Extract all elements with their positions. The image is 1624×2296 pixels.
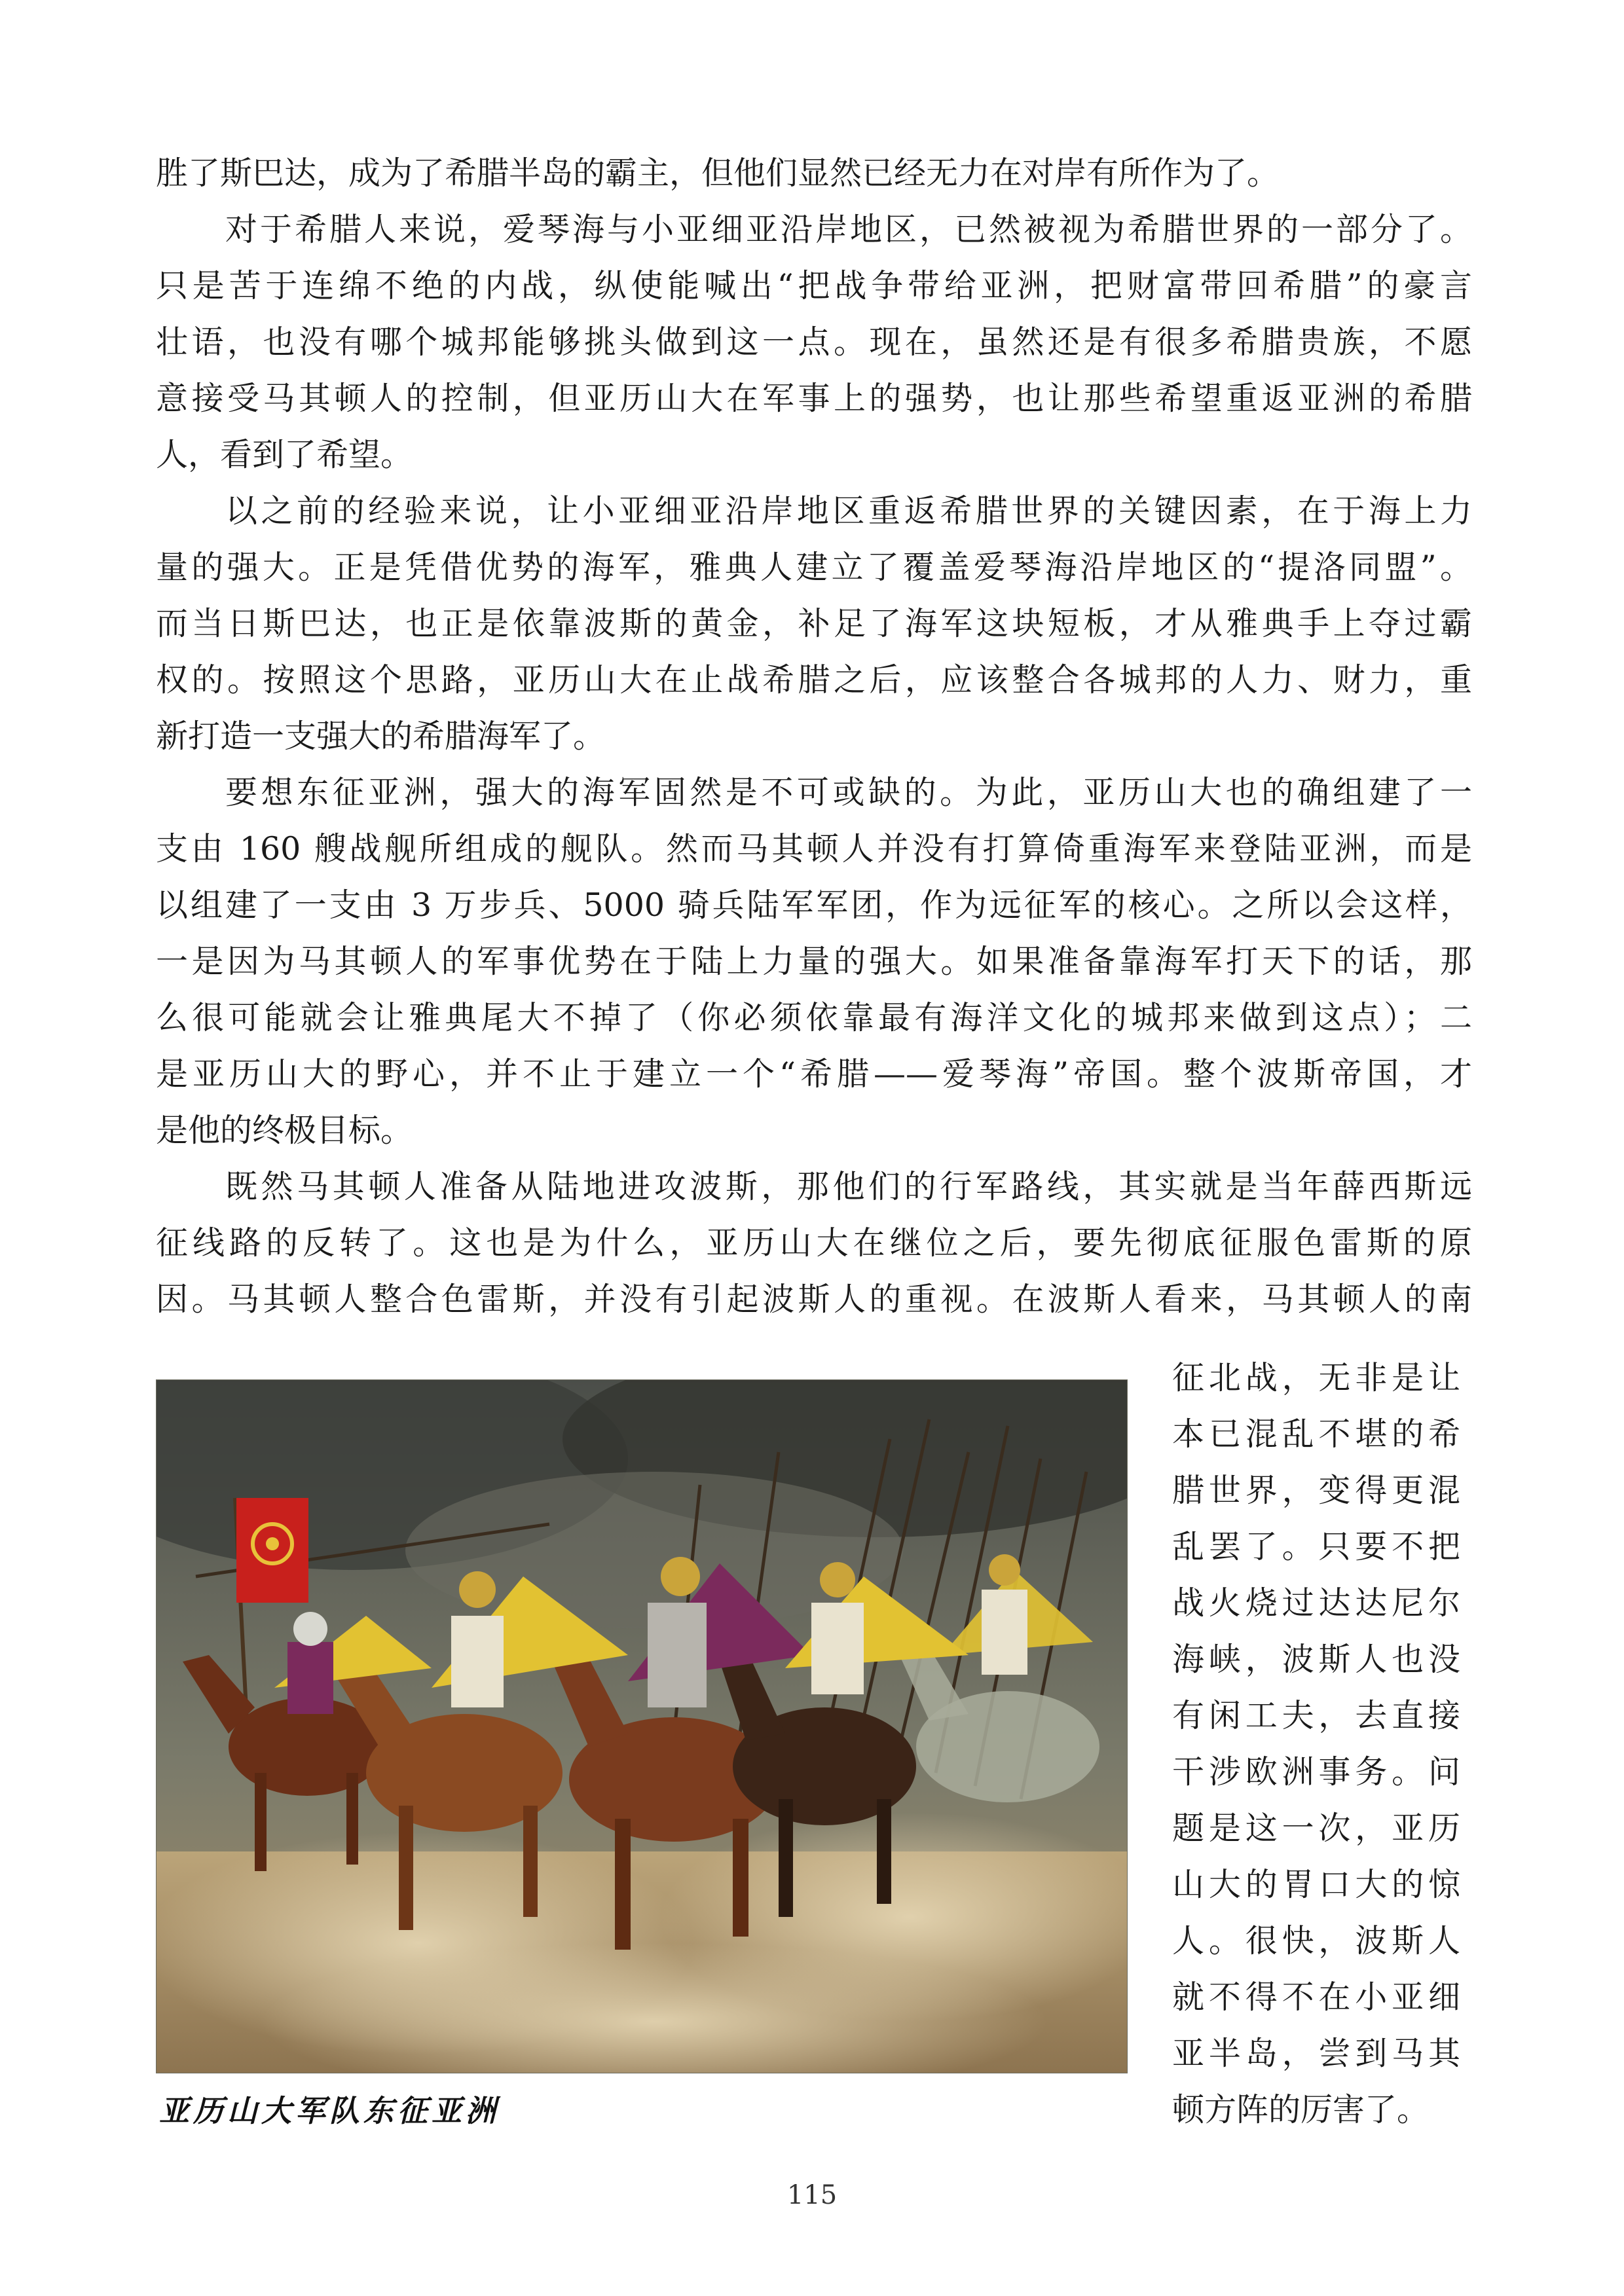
text-line: 壮语，也没有哪个城邦能够挑头做到这一点。现在，虽然还是有很多希腊贵族，不愿 <box>156 323 1472 361</box>
text-line: 以之前的经验来说，让小亚细亚沿岸地区重返希腊世界的关键因素，在于海上力 <box>225 492 1472 530</box>
side-text-line: 海峡，波斯人也没 <box>1172 1641 1460 1678</box>
side-column-text <box>1172 1350 1460 2138</box>
side-text-line: 就不得不在小亚细 <box>1172 1978 1460 2016</box>
text-line: 支由 160 艘战舰所组成的舰队。然而马其顿人并没有打算倚重海军来登陆亚洲，而是 <box>156 830 1472 867</box>
text-line: 以组建了一支由 3 万步兵、5000 骑兵陆军军团，作为远征军的核心。之所以会这样， <box>156 886 1472 924</box>
side-text-line: 顿方阵的厉害了。 <box>1172 2091 1430 2128</box>
text-line: 一是因为马其顿人的军事优势在于陆上力量的强大。如果准备靠海军打天下的话，那 <box>156 943 1472 980</box>
text-line: 胜了斯巴达，成为了希腊半岛的霸主，但他们显然已经无力在对岸有所作为了。 <box>156 155 1280 192</box>
text-line: 权的。按照这个思路，亚历山大在止战希腊之后，应该整合各城邦的人力、财力，重 <box>156 661 1472 699</box>
text-line: 量的强大。正是凭借优势的海军，雅典人建立了覆盖爱琴海沿岸地区的“提洛同盟”。 <box>156 549 1472 586</box>
text-line: 人，看到了希望。 <box>156 436 413 473</box>
text-line: 是他的终极目标。 <box>156 1112 413 1149</box>
side-text-line: 腊世界，变得更混 <box>1172 1472 1460 1509</box>
side-text-line: 本已混乱不堪的希 <box>1172 1415 1460 1453</box>
body-text <box>156 145 1472 1328</box>
side-text-line: 乱罢了。只要不把 <box>1172 1528 1460 1565</box>
side-text-line: 题是这一次，亚历 <box>1172 1810 1460 1847</box>
text-line: 因。马其顿人整合色雷斯，并没有引起波斯人的重视。在波斯人看来，马其顿人的南 <box>156 1281 1472 1318</box>
text-line: 么很可能就会让雅典尾大不掉了（你必须依靠最有海洋文化的城邦来做到这点）；二 <box>156 999 1472 1036</box>
text-line: 要想东征亚洲，强大的海军固然是不可或缺的。为此，亚历山大也的确组建了一 <box>225 774 1472 811</box>
text-line: 新打造一支强大的希腊海军了。 <box>156 718 606 755</box>
text-line: 征线路的反转了。这也是为什么，亚历山大在继位之后，要先彻底征服色雷斯的原 <box>156 1224 1472 1262</box>
text-line: 既然马其顿人准备从陆地进攻波斯，那他们的行军路线，其实就是当年薛西斯远 <box>225 1168 1472 1205</box>
side-text-line: 人。很快，波斯人 <box>1172 1922 1460 1959</box>
side-text-line: 有闲工夫，去直接 <box>1172 1697 1460 1734</box>
figure-caption: 亚历山大军队东征亚洲 <box>159 2093 500 2128</box>
painting-cavalry-charge <box>157 1380 1127 2073</box>
side-text-line: 干涉欧洲事务。问 <box>1172 1753 1460 1791</box>
text-line: 意接受马其顿人的控制，但亚历山大在军事上的强势，也让那些希望重返亚洲的希腊 <box>156 380 1472 417</box>
text-line: 对于希腊人来说，爱琴海与小亚细亚沿岸地区，已然被视为希腊世界的一部分了。 <box>225 211 1472 248</box>
text-line: 只是苦于连绵不绝的内战，纵使能喊出“把战争带给亚洲，把财富带回希腊”的豪言 <box>156 267 1472 304</box>
illustration-alexander-army <box>156 1379 1128 2073</box>
side-text-line: 山大的胃口大的惊 <box>1172 1866 1460 1903</box>
side-text-line: 亚半岛，尝到马其 <box>1172 2035 1460 2072</box>
side-text-line: 征北战，无非是让 <box>1172 1359 1460 1396</box>
text-line: 而当日斯巴达，也正是依靠波斯的黄金，补足了海军这块短板，才从雅典手上夺过霸 <box>156 605 1472 642</box>
text-line: 是亚历山大的野心，并不止于建立一个“希腊——爱琴海”帝国。整个波斯帝国，才 <box>156 1055 1472 1093</box>
side-text-line: 战火烧过达达尼尔 <box>1172 1584 1460 1622</box>
page-number: 115 <box>786 2180 838 2210</box>
